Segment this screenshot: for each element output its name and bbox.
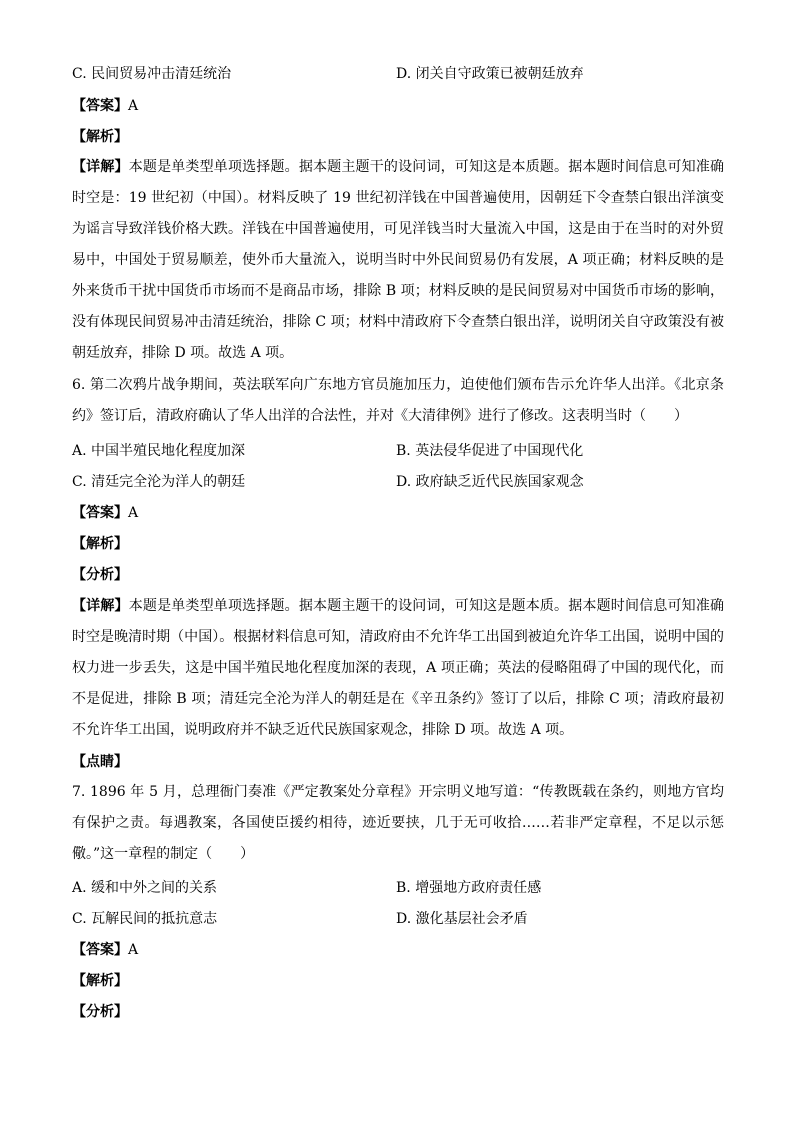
detail-tag: 【详解】 [72,598,129,614]
detail-tag: 【详解】 [72,159,129,175]
q6-option-a: A. 中国半殖民地化程度加深 [72,443,246,459]
q5-answer [72,96,138,116]
q6-stem: 6. 第二次鸦片战争期间，英法联军向广东地方官员施加压力，迫使他们颁布告示允许华人出洋。《北京条约》签订后，清政府确认了华人出洋的合法性，并对《大清律例》进行了修改。这表明当时（ ） [72,377,724,424]
answer-tag: 【答案】 [72,942,128,958]
q6-option-c: C. 清廷完全沦为洋人的朝廷 [72,474,246,490]
q6-analysis-tag: 【解析】 [72,536,128,552]
q5-option-d: D. 闭关自守政策已被朝廷放弃 [396,66,584,82]
q7-analysis-tag: 【解析】 [72,973,128,989]
answer-value: A [128,942,139,958]
detail-text: 本题是单类型单项选择题。据本题主题干的设问词，可知这是本质题。据本题时间信息可知准确时空是：19 世纪初（中国）。材料反映了 19 世纪初洋钱在中国普遍使用，因朝廷下令查禁白银出洋演变为谣言导致洋钱价格大跌。洋钱在中国普遍使用，可见洋钱当时大量流入中国，这是由于在当时的对外贸易中，中国处于贸易顺差，使外币大量流入，说明当时中外民间贸易仍有发展，A 项正确；材料反映的是外来货币干扰中国货币市场而不是商品市场，排除 B 项；材料反映的是民间贸易对中国货币市场的影响，没有体现民间贸易冲击清廷统治，排除 C 项；材料中清政府下令查禁白银出洋，说明闭关自守政策没有被朝廷放弃，排除 D 项。故选 A 项。 [72,159,725,361]
detail-text: 本题是单类型单项选择题。据本题主题干的设问词，可知这是题本质。据本题时间信息可知准确时空是晚清时期（中国）。根据材料信息可知，清政府由不允许华工出国到被迫允许华工出国，说明中国的权力进一步丢失，这是中国半殖民地化程度加深的表现，A 项正确；英法的侵略阻碍了中国的现代化，而不是促进，排除 B 项；清廷完全沦为洋人的朝廷是在《辛丑条约》签订了以后，排除 C 项；清政府最初不允许华工出国，说明政府并不缺乏近代民族国家观念，排除 D 项。故选 A 项。 [72,598,725,738]
q5-detail [72,152,724,369]
q7-option-a: A. 缓和中外之间的关系 [72,880,218,896]
answer-value: A [128,98,139,114]
q7-analyze-tag: 【分析】 [72,1004,128,1020]
q7-option-b: B. 增强地方政府责任感 [396,880,542,896]
answer-tag: 【答案】 [72,98,128,114]
answer-tag: 【答案】 [72,505,128,521]
q7-answer [72,940,138,960]
q5-option-c: C. 民间贸易冲击清廷统治 [72,66,232,82]
q5-analysis-tag: 【解析】 [72,129,128,145]
answer-value: A [128,505,139,521]
q6-detail [72,591,724,746]
q7-option-c: C. 瓦解民间的抵抗意志 [72,911,218,927]
q6-point-tag: 【点睛】 [72,754,128,770]
q6-option-b: B. 英法侵华促进了中国现代化 [396,443,584,459]
q7-option-d: D. 激化基层社会矛盾 [396,911,528,927]
q6-option-d: D. 政府缺乏近代民族国家观念 [396,474,584,490]
q6-analyze-tag: 【分析】 [72,567,128,583]
q7-stem: 7. 1896 年 5 月，总理衙门奏准《严定教案处分章程》开宗明义地写道：“传教既载在条约，则地方官均有保护之责。每遇教案，各国使臣援约相待，迹近要挟，几于无可收拾……若非严定章程，不足以示惩儆。”这一章程的制定（ ） [72,784,724,862]
q6-answer [72,503,138,523]
